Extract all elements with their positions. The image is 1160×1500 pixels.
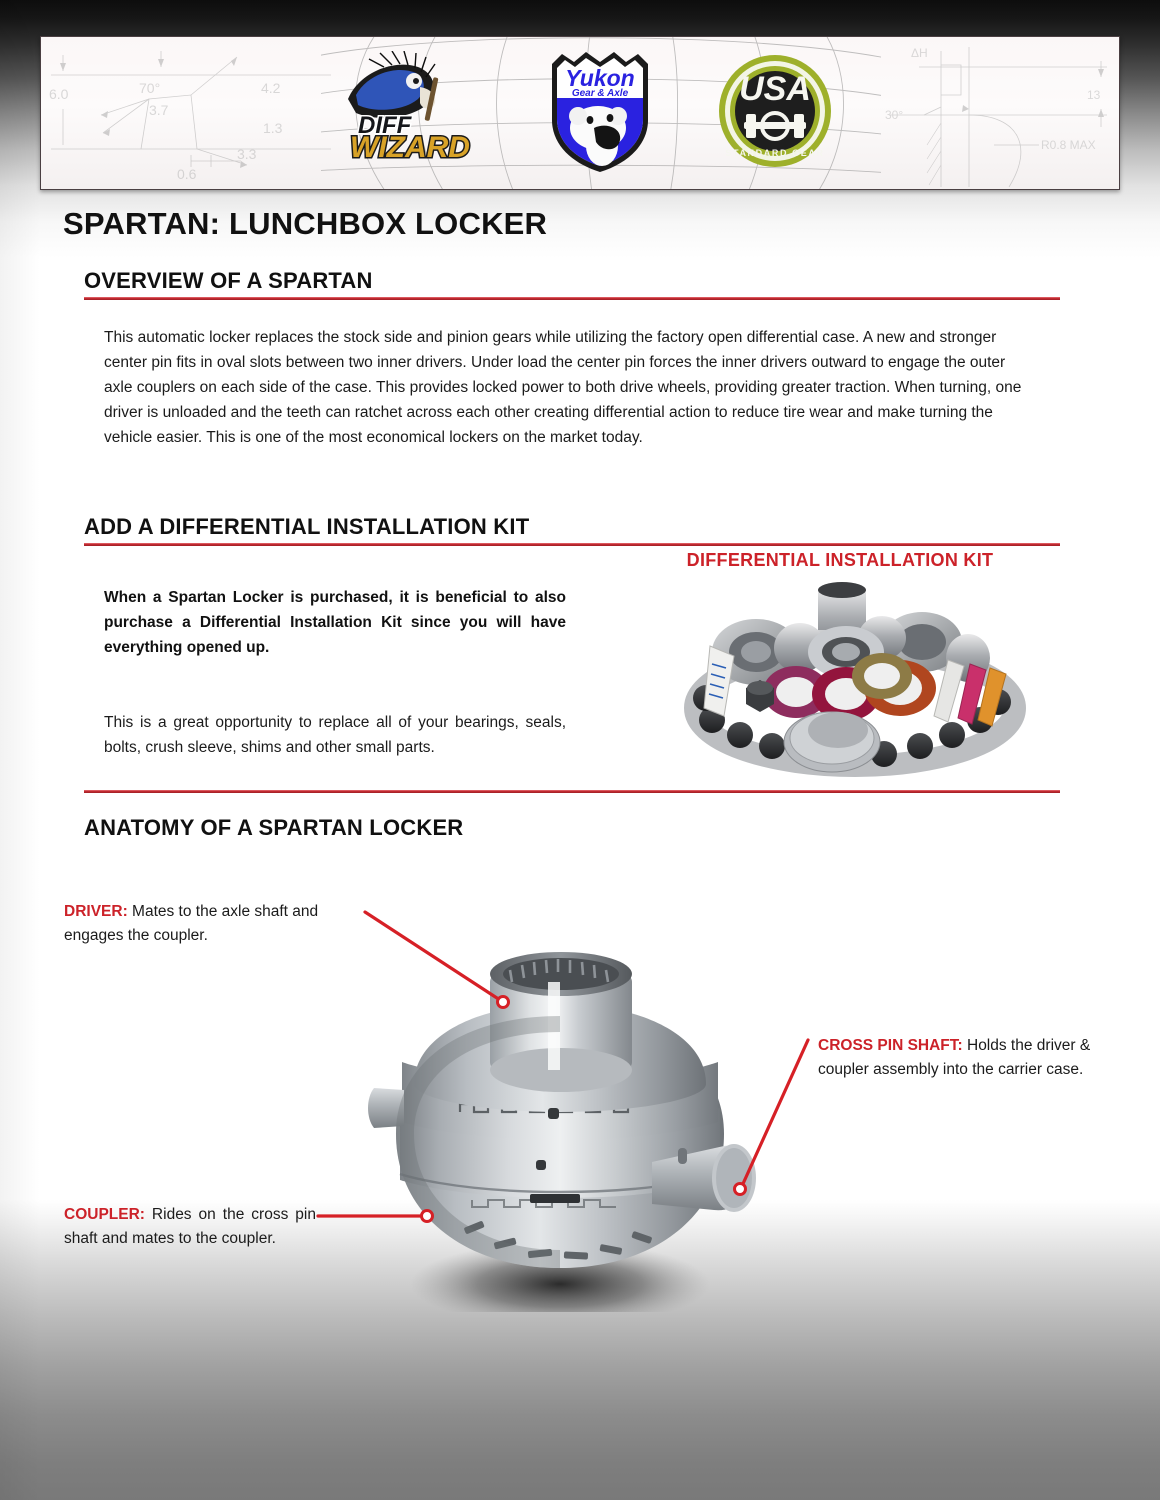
callout-cross-pin-shaft <box>818 1034 1100 1082</box>
logo-diff-wizard-line1: DIFF <box>358 111 412 139</box>
divider-install-kit <box>84 543 1060 546</box>
logo-usa-line1: USA <box>739 69 811 108</box>
logo-row <box>41 37 1119 189</box>
section-heading-anatomy: ANATOMY OF A SPARTAN LOCKER <box>84 815 464 840</box>
callout-driver-text: Mates to the axle shaft and engages the coupler. <box>64 903 319 944</box>
callout-driver <box>64 900 364 948</box>
callout-driver-label: DRIVER: <box>64 903 128 920</box>
section-heading-install-kit: ADD A DIFFERENTIAL INSTALLATION KIT <box>84 514 530 539</box>
svg-text:1.3: 1.3 <box>263 120 283 136</box>
divider-overview <box>84 297 1060 300</box>
logo-usa-line2: STANDARD GEAR <box>725 147 825 158</box>
logo-yukon-line2: Gear & Axle <box>571 87 629 99</box>
brand-banner <box>40 36 1120 190</box>
callout-coupler-label: COUPLER: <box>64 1206 145 1223</box>
callout-cross-pin-shaft-label: CROSS PIN SHAFT: <box>818 1037 963 1054</box>
logo-diff-wizard-line2: WIZARD <box>350 130 470 164</box>
logo-yukon-line1: Yukon <box>565 64 635 91</box>
callout-cross-pin-shaft-text: Holds the driver & coupler assembly into the carrier case. <box>818 1037 1091 1078</box>
logo-diff-wizard <box>326 51 486 176</box>
divider-anatomy-top <box>84 790 1060 793</box>
svg-text:R0.8 MAX: R0.8 MAX <box>1041 138 1096 152</box>
page-title: SPARTAN: LUNCHBOX LOCKER <box>63 206 548 241</box>
overview-paragraph: This automatic locker replaces the stock side and pinion gears while utilizing the factory open differential case. A new and stronger center pin fits in oval slots between two inner drivers. Under load the center pin forces the inner drivers outward to engage the outer axle couplers on each side of the case. This provides locked power to both drive wheels, providing greater traction. When turning, one driver is unloaded and the teeth can ratchet across each other creating differential action to reduce tire wear and make turning the vehicle easier. This is one of the most economical lockers on the market today. <box>104 329 1022 446</box>
svg-text:ΔH: ΔH <box>911 46 928 60</box>
svg-text:6.0: 6.0 <box>49 86 69 102</box>
install-kit-bold-paragraph: When a Spartan Locker is purchased, it is beneficial to also purchase a Differential Installation Kit since you will have everything opened up. <box>104 589 566 656</box>
spartan-locker-photo <box>352 912 772 1312</box>
section-heading-overview: OVERVIEW OF A SPARTAN <box>84 268 373 293</box>
logo-yukon-gear-axle <box>540 46 662 181</box>
svg-text:3.3: 3.3 <box>237 146 257 162</box>
logo-usa-standard-gear <box>716 52 834 175</box>
install-kit-paragraph: This is a great opportunity to replace all of your bearings, seals, bolts, crush sleeve, shims and other small parts. <box>104 714 566 756</box>
svg-text:70°: 70° <box>139 80 161 96</box>
callout-coupler-text: Rides on the cross pin shaft and mates to the coupler. <box>64 1206 316 1247</box>
svg-text:30°: 30° <box>885 108 904 122</box>
callout-coupler <box>64 1203 316 1251</box>
svg-text:4.2: 4.2 <box>261 80 281 96</box>
differential-install-kit-photo <box>660 580 1050 780</box>
svg-text:0.6: 0.6 <box>177 166 197 182</box>
install-kit-image-caption: DIFFERENTIAL INSTALLATION KIT <box>686 550 994 570</box>
svg-text:3.7: 3.7 <box>149 102 169 118</box>
svg-text:13: 13 <box>1087 88 1101 102</box>
